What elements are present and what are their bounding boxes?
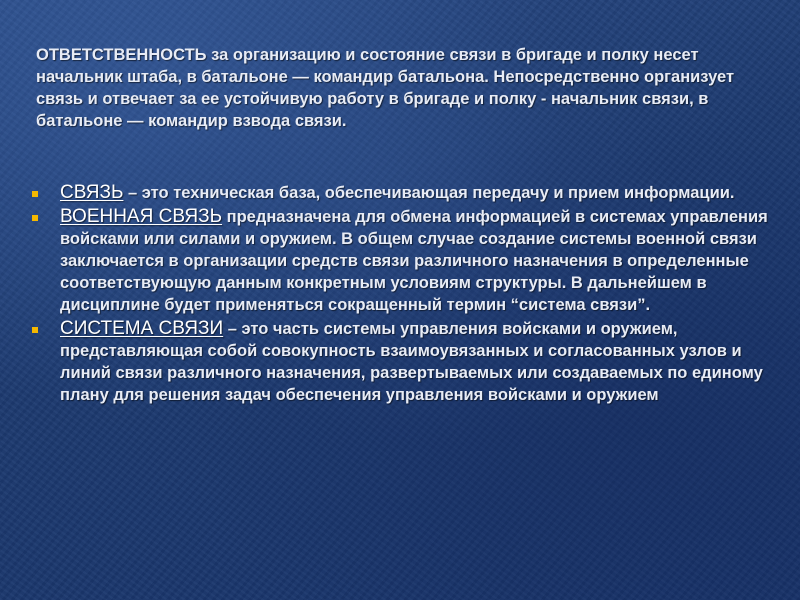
bullet-list — [26, 182, 776, 408]
bullet-term: ВОЕННАЯ СВЯЗЬ — [60, 206, 223, 227]
square-bullet-icon — [32, 327, 38, 333]
intro-paragraph — [36, 44, 776, 132]
intro-term: ОТВЕТСТВЕННОСТЬ — [36, 46, 207, 64]
bullet-item-voennaya-svyaz — [26, 206, 776, 316]
intro-text: за организацию и состояние связи в бригаде и полку несет начальник штаба, в батальоне — командир батальона. Непосредственно организует связь и отвечает за ее устойчивую работу в бригаде и полку - начальник связи, в батальоне — командир взвода связи. — [36, 46, 735, 130]
bullet-text: предназначена для обмена информацией в системах управления войсками или силами и оружием. В общем случае создание системы военной связи заключается в организации средств связи различного назначения в определенные соответствующую данным конкретным условиям структуры. В дальнейшем в дисциплине будет применяться сокращенный термин “система связи”. — [60, 208, 768, 314]
bullet-term: СВЯЗЬ — [60, 182, 124, 203]
bullet-text: – это техническая база, обеспечивающая передачу и прием информации. — [123, 184, 735, 202]
square-bullet-icon — [32, 215, 38, 221]
bullet-term: СИСТЕМА СВЯЗИ — [60, 318, 224, 339]
bullet-item-sistema-svyazi — [26, 318, 776, 406]
square-bullet-icon — [32, 191, 38, 197]
bullet-text: – это часть системы управления войсками и оружием, представляющая собой совокупность взаимоувязанных и согласованных узлов и линий связи различного назначения, развертываемых или создаваемых по единому плану для решения задач обеспечения управления войсками и оружием — [60, 320, 763, 404]
bullet-item-svyaz — [26, 182, 776, 204]
